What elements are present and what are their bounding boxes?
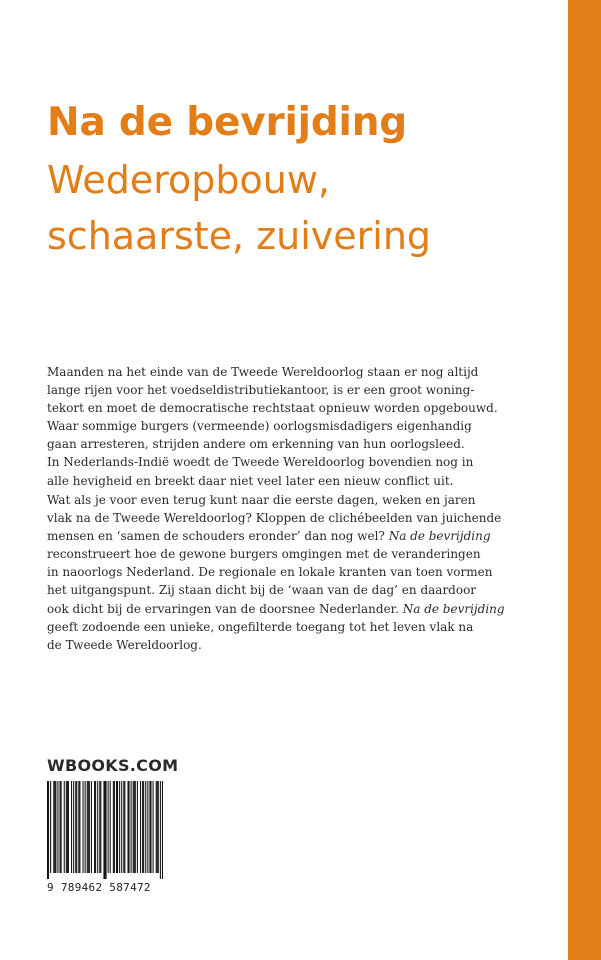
book-title: Na de bevrijding (47, 100, 408, 145)
blurb-line: vlak na de Tweede Wereldoorlog? Kloppen de clichébeelden van juichende (47, 511, 502, 526)
barcode-bar (156, 781, 157, 873)
book-subtitle (47, 152, 431, 264)
barcode-bar (133, 781, 134, 873)
barcode-bar (48, 781, 49, 879)
blurb-line (47, 600, 505, 618)
barcode-bar (114, 781, 115, 873)
barcode-bar (87, 781, 88, 873)
subtitle-line: Wederopbouw, (47, 158, 330, 202)
barcode-bar (61, 781, 62, 873)
blurb-line: Waar sommige burgers (vermeende) oorlogsmisdadigers eigenhandig (47, 419, 472, 434)
blurb-line: gaan arresteren, strijden andere om erkenning van hun oorlogsleed. (47, 437, 465, 452)
barcode-bar (149, 781, 150, 873)
barcode-bar (50, 781, 51, 873)
blurb-line: reconstrueert hoe de gewone burgers omgingen met de veranderingen (47, 547, 481, 562)
barcode-bar (97, 781, 98, 873)
barcode-bar (129, 781, 130, 873)
barcode-bar (85, 781, 86, 873)
isbn-barcode (47, 781, 163, 896)
blurb-line: tekort en moet de democratische rechtstaat opnieuw worden opgebouwd. (47, 401, 498, 416)
barcode-bar (67, 781, 68, 873)
barcode-bar (73, 781, 74, 873)
orange-spine-band (568, 0, 601, 960)
barcode-bar (83, 781, 84, 873)
barcode-bar (71, 781, 72, 873)
blurb-line: In Nederlands-Indië woedt de Tweede Wereldoorlog bovendien nog in (47, 455, 474, 470)
barcode-bars (47, 781, 163, 879)
barcode-bar (131, 781, 132, 873)
barcode-bar (117, 781, 118, 873)
barcode-bar (100, 781, 101, 873)
barcode-bar (75, 781, 76, 873)
barcode-bar (88, 781, 89, 873)
barcode-bar (76, 781, 77, 873)
blurb-line: in naoorlogs Nederland. De regionale en lokale kranten van toen vormen (47, 565, 493, 580)
barcode-bar (99, 781, 100, 873)
blurb-line: Maanden na het einde van de Tweede Wereldoorlog staan er nog altijd (47, 365, 479, 379)
blurb-text: ook dicht bij de ervaringen van de doorsnee Nederlander. (47, 601, 403, 616)
barcode-bar (119, 781, 120, 873)
barcode-bar (137, 781, 138, 873)
barcode-bar (153, 781, 154, 873)
barcode-bar (95, 781, 96, 873)
barcode-bar (140, 781, 141, 873)
barcode-bar (68, 781, 69, 873)
barcode-bar (78, 781, 79, 873)
barcode-bar (121, 781, 122, 873)
barcode-bar (135, 781, 136, 873)
book-title-italic: Na de bevrijding (388, 529, 491, 544)
blurb-line: alle hevigheid en breekt daar niet veel later een nieuw conflict uit. (47, 473, 454, 488)
blurb-line: de Tweede Wereldoorlog. (47, 637, 202, 652)
barcode-bar (60, 781, 61, 873)
barcode-bar (145, 781, 146, 873)
barcode-bar (64, 781, 65, 873)
barcode-bar (116, 781, 117, 873)
barcode-bar (89, 781, 90, 873)
barcode-bar (110, 781, 111, 873)
barcode-bar (54, 781, 55, 873)
barcode-bar (55, 781, 56, 873)
barcode-bar (66, 781, 67, 873)
barcode-bar (123, 781, 124, 873)
blurb-paragraph-2 (47, 491, 505, 654)
barcode-bar (147, 781, 148, 873)
barcode-bar (127, 781, 128, 873)
barcode-bar (106, 781, 107, 879)
barcode-bar (104, 781, 105, 879)
blurb-line: geeft zodoende een unieke, ongefilterde toegang tot het leven vlak na (47, 619, 474, 634)
barcode-bar (103, 781, 104, 879)
barcode-bar (79, 781, 80, 873)
barcode-bar (94, 781, 95, 873)
barcode-bar (143, 781, 144, 873)
barcode-bar (53, 781, 54, 873)
publisher-website: WBOOKS.COM (47, 756, 179, 775)
barcode-bar (134, 781, 135, 873)
blurb-paragraph-1 (47, 363, 498, 490)
barcode-bar (157, 781, 158, 873)
barcode-bar (91, 781, 92, 873)
blurb-line: het uitgangspunt. Zij staan dicht bij de ‘waan van de dag’ en daardoor (47, 583, 477, 598)
barcode-bar (47, 781, 48, 879)
barcode-bar (142, 781, 143, 873)
barcode-bar (158, 781, 159, 873)
barcode-bar (108, 781, 109, 873)
blurb-text: mensen en ‘samen de schouders eronder’ dan nog wel? (47, 529, 389, 544)
barcode-bar (57, 781, 58, 873)
blurb-line: lange rijen voor het voedseldistributiekantoor, is er een groot woning- (47, 383, 475, 398)
blurb-line (47, 527, 491, 545)
isbn-number: 9 789462 587472 (47, 881, 151, 894)
subtitle-line: schaarste, zuivering (47, 214, 432, 258)
barcode-bar (160, 781, 161, 879)
book-title-italic: Na de bevrijding (402, 601, 505, 616)
blurb-line: Wat als je voor even terug kunt naar die eerste dagen, weken en jaren (47, 493, 476, 507)
barcode-bar (124, 781, 125, 873)
barcode-bar (113, 781, 114, 873)
barcode-bar (162, 781, 163, 879)
barcode-bar (150, 781, 151, 873)
